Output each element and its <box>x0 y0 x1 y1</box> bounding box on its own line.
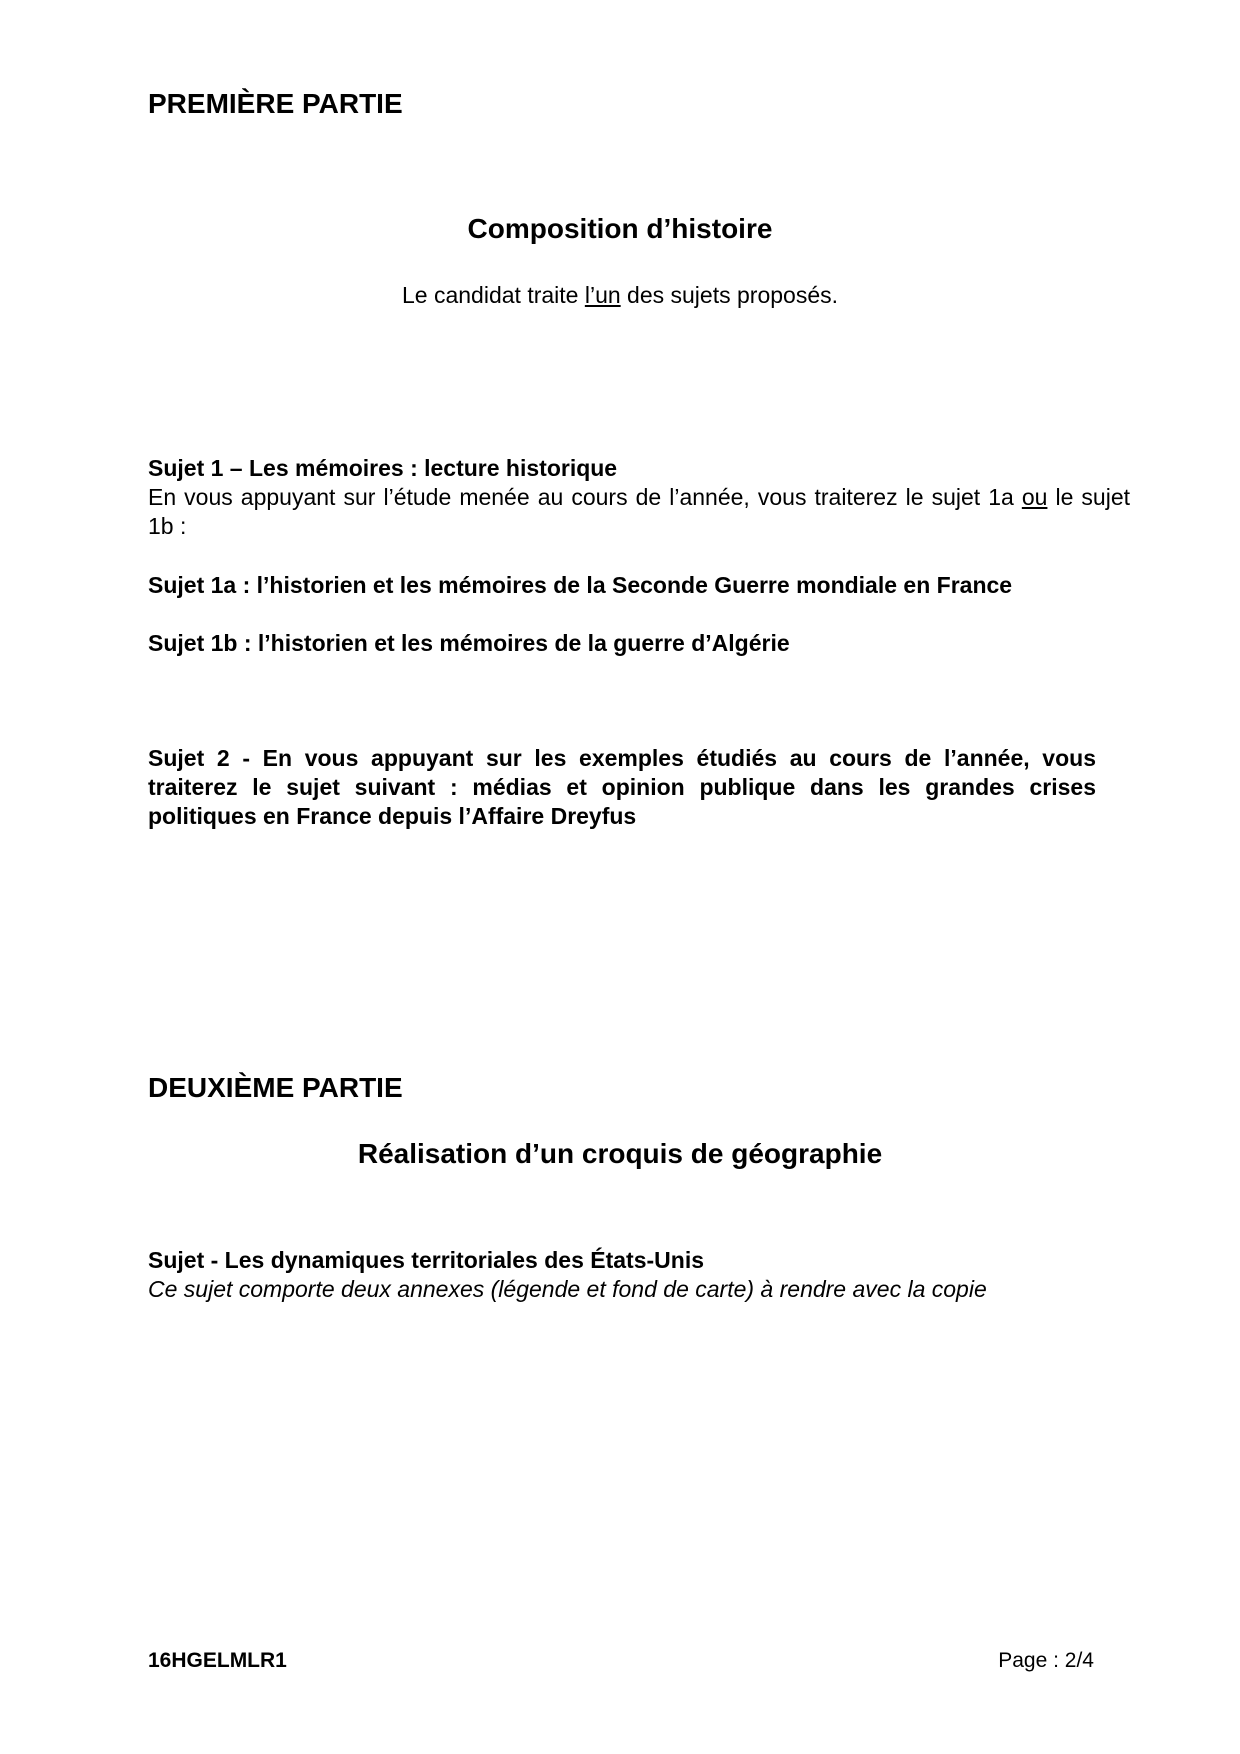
part2-sujet-block <box>148 1246 1130 1304</box>
sujet1-intro <box>148 483 1130 541</box>
sujet1-intro-after: le sujet 1b : <box>148 484 1131 539</box>
part2-sujet-title: Sujet - Les dynamiques territoriales des États-Unis <box>148 1247 704 1273</box>
part1-heading: PREMIÈRE PARTIE <box>148 88 403 119</box>
part1-title: Composition d’histoire <box>467 213 773 244</box>
sujet2-text: Sujet 2 - En vous appuyant sur les exemples étudiés au cours de l’année, vous traiterez le sujet suivant : médias et opinion publique dans les grandes crises politiques en France depuis l’Affaire Dreyfus <box>148 745 1096 829</box>
instruction-before: Le candidat traite <box>402 282 585 308</box>
instruction-after: des sujets proposés. <box>620 282 838 308</box>
part1-instruction <box>0 282 1240 309</box>
sujet1-intro-underlined: ou <box>1021 484 1048 510</box>
part2-heading: DEUXIÈME PARTIE <box>148 1072 403 1103</box>
instruction-underlined: l’un <box>584 282 621 308</box>
footer-code: 16HGELMLR1 <box>148 1649 287 1672</box>
sujet1a: Sujet 1a : l’historien et les mémoires de la Seconde Guerre mondiale en France <box>148 572 1013 598</box>
part2-sujet-note: Ce sujet comporte deux annexes (légende et fond de carte) à rendre avec la copie <box>148 1276 987 1302</box>
footer-page-number: Page : 2/4 <box>998 1649 1094 1672</box>
part2-title: Réalisation d’un croquis de géographie <box>357 1138 883 1169</box>
sujet1-block <box>148 454 1130 541</box>
sujet1b: Sujet 1b : l’historien et les mémoires de la guerre d’Algérie <box>148 630 790 656</box>
sujet1-title: Sujet 1 – Les mémoires : lecture historique <box>148 455 618 481</box>
sujet1-intro-before: En vous appuyant sur l’étude menée au cours de l’année, vous traiterez le sujet 1a <box>148 484 1022 510</box>
